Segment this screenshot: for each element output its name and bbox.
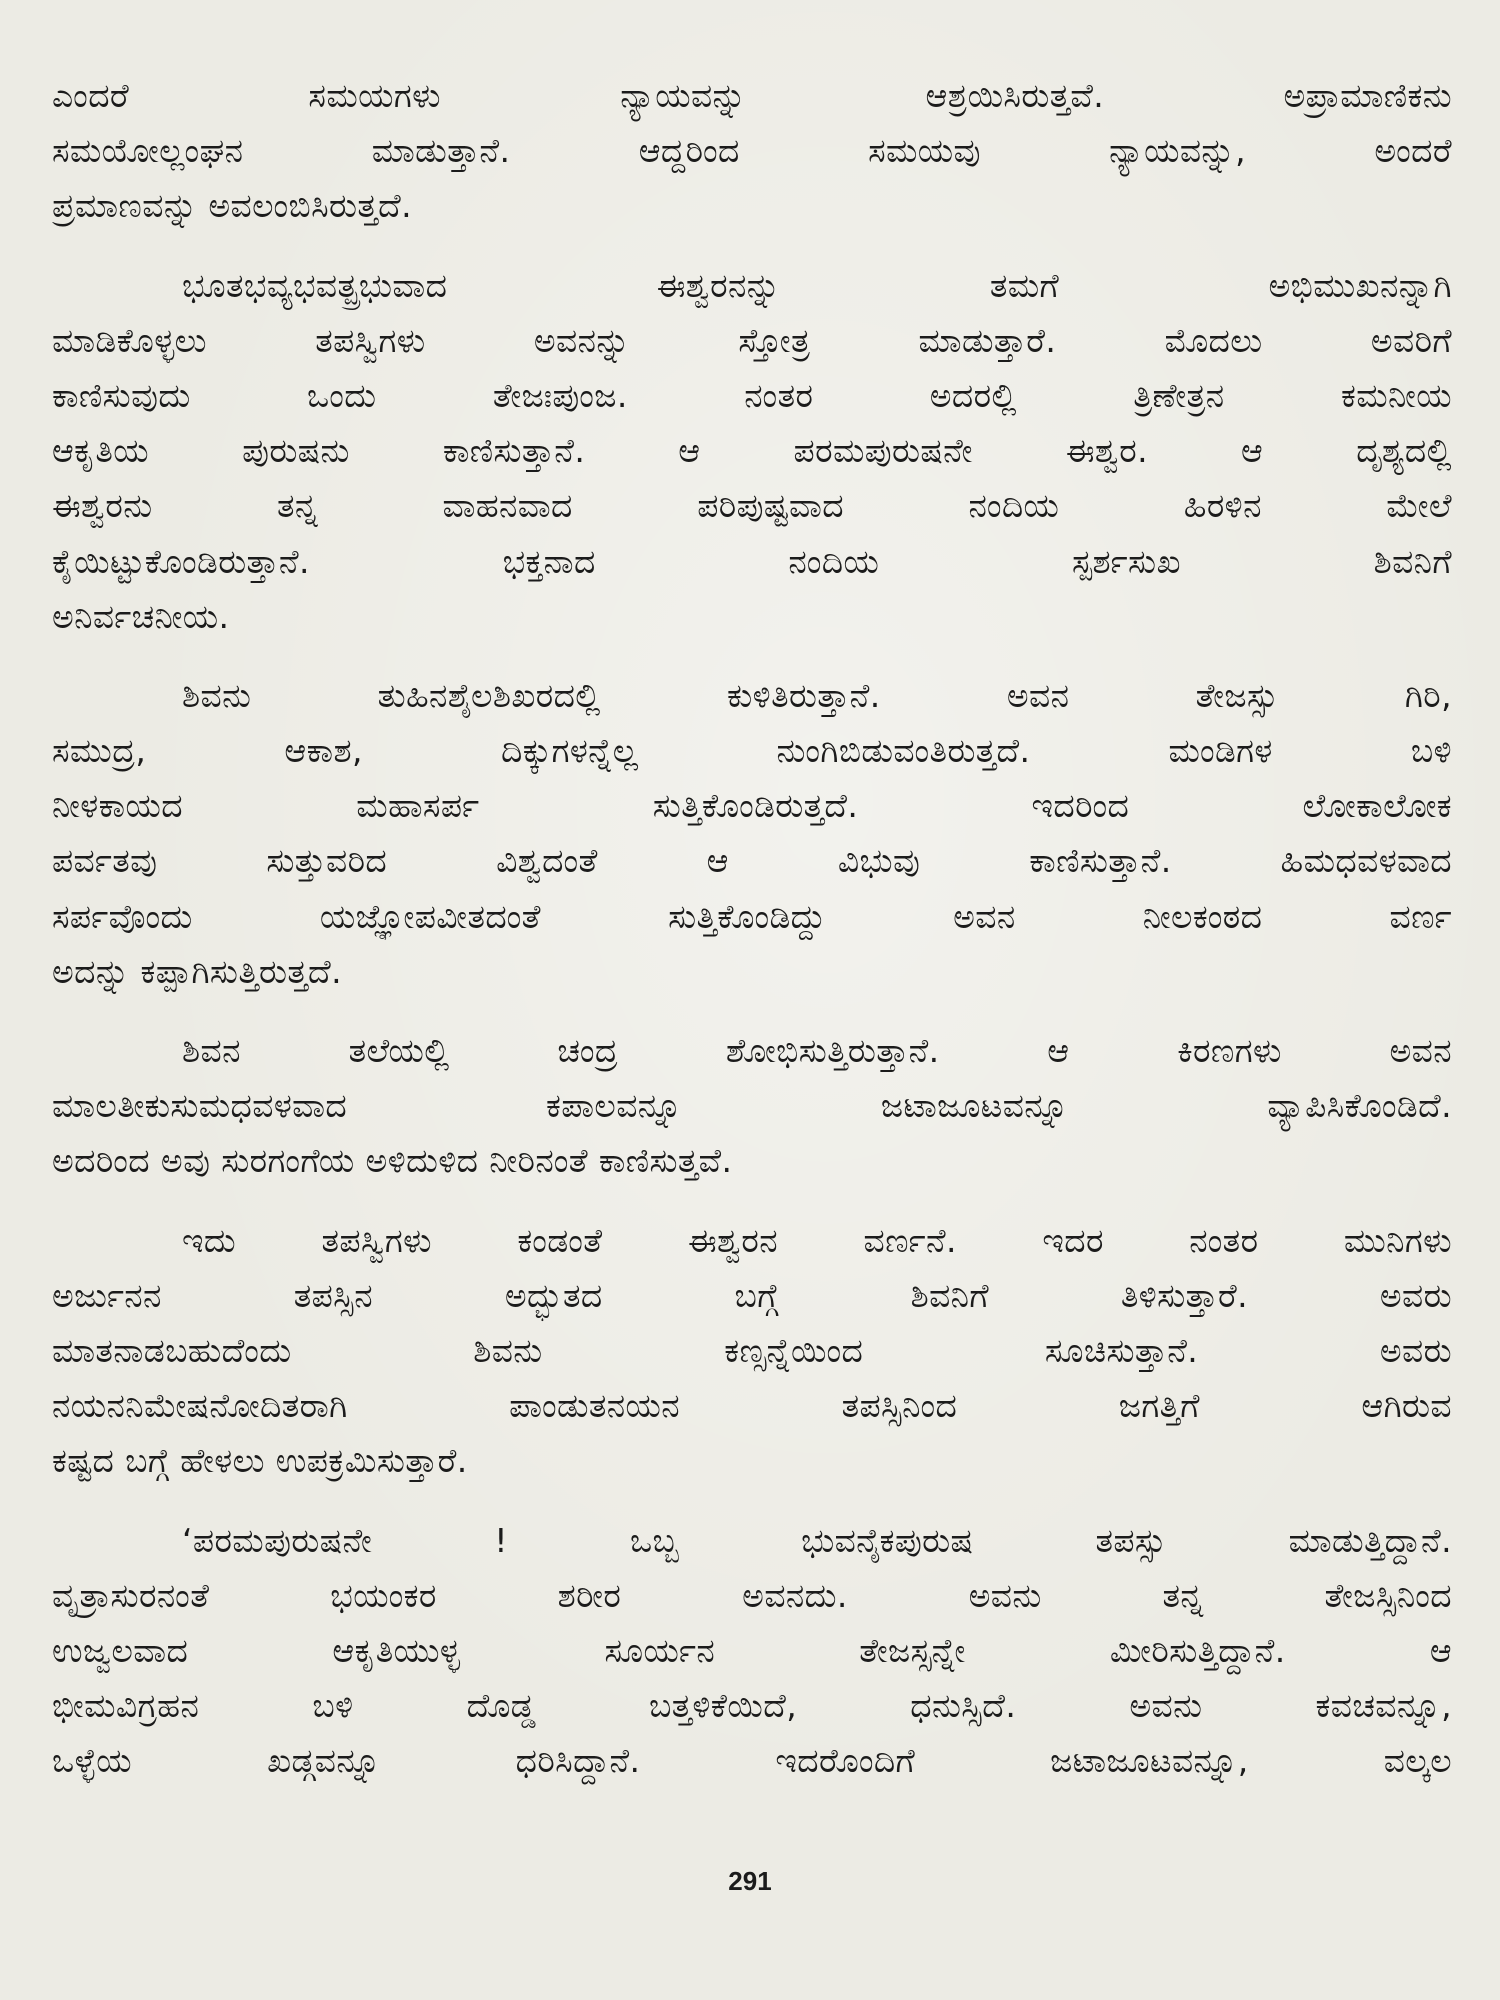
text-line: ಕೈಯಿಟ್ಟುಕೊಂಡಿರುತ್ತಾನೆ. ಭಕ್ತನಾದ ನಂದಿಯ ಸ್ಪರ್ಶಸುಖ ಶಿವನಿಗೆ: [52, 541, 1452, 581]
paragraph-5: [52, 1213, 1452, 1489]
text-line: ಒಳ್ಳೆಯ ಖಡ್ಗವನ್ನೂ ಧರಿಸಿದ್ದಾನೆ. ಇದರೊಂದಿಗೆ ಜಟಾಜೂಟವನ್ನೂ, ವಲ್ಕಲ: [52, 1741, 1452, 1781]
text-line: ಈಶ್ವರನು ತನ್ನ ವಾಹನವಾದ ಪರಿಪುಷ್ಟವಾದ ನಂದಿಯ ಹಿರಳಿನ ಮೇಲೆ: [52, 486, 1452, 526]
text-line: ಉಜ್ವಲವಾದ ಆಕೃತಿಯುಳ್ಳ ಸೂರ್ಯನ ತೇಜಸ್ಸನ್ನೇ ಮೀರಿಸುತ್ತಿದ್ದಾನೆ. ಆ: [52, 1630, 1452, 1670]
text-line: ಶಿವನ ತಲೆಯಲ್ಲಿ ಚಂದ್ರ ಶೋಭಿಸುತ್ತಿರುತ್ತಾನೆ. ಆ ಕಿರಣಗಳು ಅವನ: [182, 1031, 1452, 1070]
text-line: ಮಾಡಿಕೊಳ್ಳಲು ತಪಸ್ವಿಗಳು ಅವನನ್ನು ಸ್ತೋತ್ರ ಮಾಡುತ್ತಾರೆ. ಮೊದಲು ಅವರಿಗೆ: [52, 320, 1452, 360]
text-line: ಇದು ತಪಸ್ವಿಗಳು ಕಂಡಂತೆ ಈಶ್ವರನ ವರ್ಣನೆ. ಇದರ ನಂತರ ಮುನಿಗಳು: [182, 1220, 1452, 1260]
text-line: ನಯನನಿಮೇಷನೋದಿತರಾಗಿ ಪಾಂಡುತನಯನ ತಪಸ್ಸಿನಿಂದ ಜಗತ್ತಿಗೆ ಆಗಿರುವ: [52, 1386, 1452, 1426]
page-number: 291: [728, 1866, 772, 1896]
text-line: ಸಮುದ್ರ, ಆಕಾಶ, ದಿಕ್ಕುಗಳನ್ನೆಲ್ಲ ನುಂಗಿಬಿಡುವಂತಿರುತ್ತದೆ. ಮಂಡಿಗಳ ಬಳಿ: [52, 731, 1452, 771]
text-line: ಭೀಮವಿಗ್ರಹನ ಬಳಿ ದೊಡ್ಡ ಬತ್ತಳಿಕೆಯಿದೆ, ಧನುಸ್ಸಿದೆ. ಅವನು ಕವಚವನ್ನೂ,: [52, 1686, 1452, 1726]
text-line: ‘ಪರಮಪುರುಷನೇ ! ಒಬ್ಬ ಭುವನೈಕಪುರುಷ ತಪಸ್ಸು ಮಾಡುತ್ತಿದ್ದಾನೆ.: [182, 1520, 1452, 1560]
text-line: ಆಕೃತಿಯ ಪುರುಷನು ಕಾಣಿಸುತ್ತಾನೆ. ಆ ಪರಮಪುರುಷನೇ ಈಶ್ವರ. ಆ ದೃಶ್ಯದಲ್ಲಿ: [52, 431, 1452, 471]
text-line: ಅನಿರ್ವಚನೀಯ.: [52, 596, 230, 636]
text-line: ವೃತ್ರಾಸುರನಂತೆ ಭಯಂಕರ ಶರೀರ ಅವನದು. ಅವನು ತನ್ನ ತೇಜಸ್ಸಿನಿಂದ: [52, 1575, 1452, 1615]
text-line: ಅದರಿಂದ ಅವು ಸುರಗಂಗೆಯ ಅಳಿದುಳಿದ ನೀರಿನಂತೆ ಕಾಣಿಸುತ್ತವೆ.: [52, 1141, 733, 1181]
paragraph-4: [52, 1023, 1452, 1189]
text-line: ಎಂದರೆ ಸಮಯಗಳು ನ್ಯಾಯವನ್ನು ಆಶ್ರಯಿಸಿರುತ್ತವೆ. ಅಪ್ರಾಮಾಣಿಕನು: [52, 76, 1452, 115]
text-line: ಭೂತಭವ್ಯಭವತ್ಪ್ರಭುವಾದ ಈಶ್ವರನನ್ನು ತಮಗೆ ಅಭಿಮುಖನನ್ನಾಗಿ: [182, 265, 1452, 305]
paragraph-3: [52, 668, 1452, 999]
paragraph-2: [52, 258, 1452, 644]
text-line: ಕಷ್ಟದ ಬಗ್ಗೆ ಹೇಳಲು ಉಪಕ್ರಮಿಸುತ್ತಾರೆ.: [52, 1441, 468, 1481]
paragraph-6: [52, 1513, 1452, 1789]
text-line: ಸಮಯೋಲ್ಲಂಘನ ಮಾಡುತ್ತಾನೆ. ಆದ್ದರಿಂದ ಸಮಯವು ನ್ಯಾಯವನ್ನು, ಅಂದರೆ: [52, 131, 1452, 171]
text-line: ಸರ್ಪವೊಂದು ಯಜ್ಞೋಪವೀತದಂತೆ ಸುತ್ತಿಕೊಂಡಿದ್ದು ಅವನ ನೀಲಕಂಠದ ವರ್ಣ: [52, 896, 1452, 936]
text-line: ಅದನ್ನು ಕಪ್ಪಾಗಿಸುತ್ತಿರುತ್ತದೆ.: [52, 951, 342, 991]
text-line: ಪರ್ವತವು ಸುತ್ತುವರಿದ ವಿಶ್ವದಂತೆ ಆ ವಿಭುವು ಕಾಣಿಸುತ್ತಾನೆ. ಹಿಮಧವಳವಾದ: [52, 841, 1452, 881]
text-line: ಮಾಲತೀಕುಸುಮಧವಳವಾದ ಕಪಾಲವನ್ನೂ ಜಟಾಜೂಟವನ್ನೂ ವ್ಯಾಪಿಸಿಕೊಂಡಿದೆ.: [52, 1086, 1452, 1126]
text-line: ಮಾತನಾಡಬಹುದೆಂದು ಶಿವನು ಕಣ್ಸನ್ನೆಯಿಂದ ಸೂಚಿಸುತ್ತಾನೆ. ಅವರು: [52, 1330, 1452, 1370]
paragraph-1: [52, 68, 1452, 234]
text-line: ನೀಳಕಾಯದ ಮಹಾಸರ್ಪ ಸುತ್ತಿಕೊಂಡಿರುತ್ತದೆ. ಇದರಿಂದ ಲೋಕಾಲೋಕ: [52, 786, 1452, 826]
text-line: ಪ್ರಮಾಣವನ್ನು ಅವಲಂಬಿಸಿರುತ್ತದೆ.: [52, 186, 413, 226]
text-line: ಶಿವನು ತುಹಿನಶೈಲಶಿಖರದಲ್ಲಿ ಕುಳಿತಿರುತ್ತಾನೆ. ಅವನ ತೇಜಸ್ಸು ಗಿರಿ,: [182, 675, 1452, 715]
text-line: ಕಾಣಿಸುವುದು ಒಂದು ತೇಜಃಪುಂಜ. ನಂತರ ಅದರಲ್ಲಿ ತ್ರಿಣೇತ್ರನ ಕಮನೀಯ: [52, 375, 1452, 415]
text-line: ಅರ್ಜುನನ ತಪಸ್ಸಿನ ಅದ್ಭುತದ ಬಗ್ಗೆ ಶಿವನಿಗೆ ತಿಳಿಸುತ್ತಾರೆ. ಅವರು: [52, 1275, 1452, 1315]
body-text: [52, 68, 1452, 1788]
